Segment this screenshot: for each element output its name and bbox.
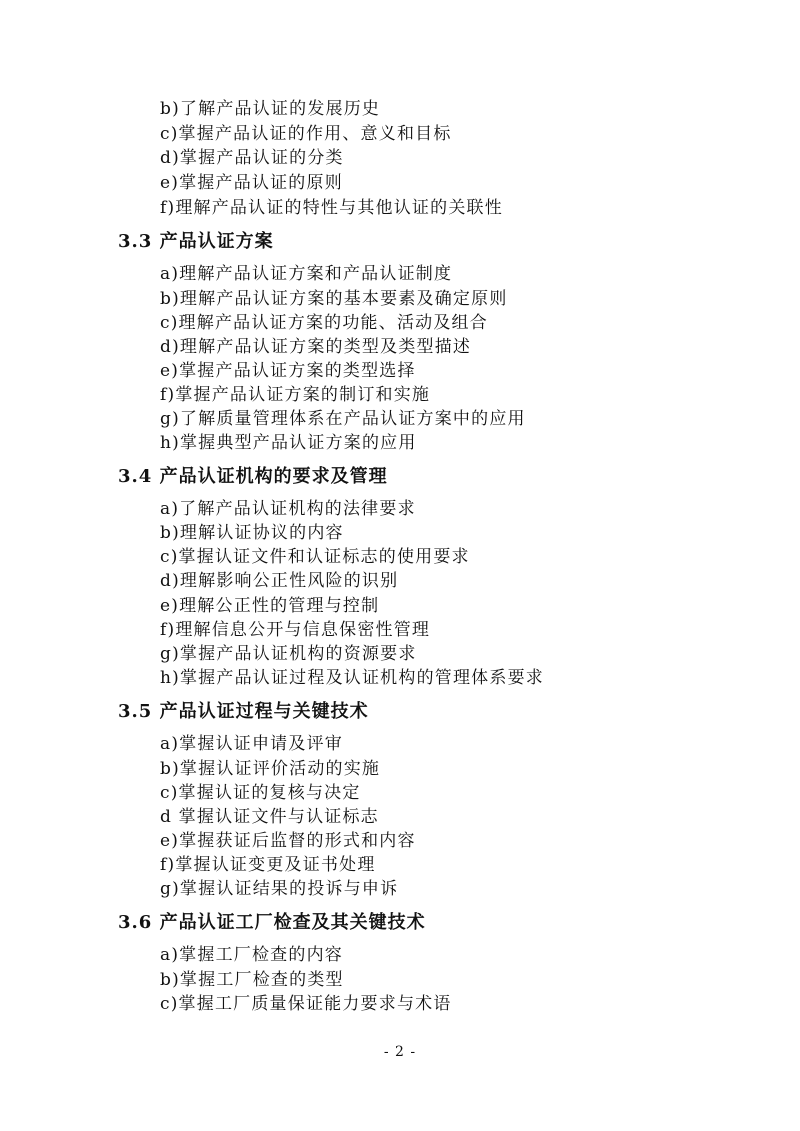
list-item: b)掌握工厂检查的类型: [160, 970, 344, 990]
list-item: e)掌握获证后监督的形式和内容: [160, 831, 416, 851]
list-item: g)了解质量管理体系在产品认证方案中的应用: [160, 409, 526, 429]
list-item: a)了解产品认证机构的法律要求: [160, 499, 416, 519]
section-heading: 3.4 产品认证机构的要求及管理: [118, 466, 388, 487]
list-item: f)理解信息公开与信息保密性管理: [160, 620, 431, 640]
list-item: d)理解产品认证方案的类型及类型描述: [160, 337, 472, 357]
list-item: f)掌握产品认证方案的制订和实施: [160, 385, 431, 405]
list-item: g)掌握认证结果的投诉与申诉: [160, 879, 399, 899]
list-item: e)掌握产品认证的原则: [160, 173, 343, 193]
list-item: e)理解公正性的管理与控制: [160, 596, 380, 616]
list-item: a)掌握工厂检查的内容: [160, 945, 343, 965]
list-item: d 掌握认证文件与认证标志: [160, 807, 379, 827]
list-item: d)掌握产品认证的分类: [160, 148, 344, 168]
section-heading: 3.3 产品认证方案: [118, 231, 274, 252]
list-item: c)掌握认证的复核与决定: [160, 783, 361, 803]
list-item: a)掌握认证申请及评审: [160, 734, 343, 754]
list-item: h)掌握产品认证过程及认证机构的管理体系要求: [160, 668, 544, 688]
list-item: a)理解产品认证方案和产品认证制度: [160, 264, 453, 284]
list-item: g)掌握产品认证机构的资源要求: [160, 644, 417, 664]
list-item: e)掌握产品认证方案的类型选择: [160, 361, 416, 381]
list-item: c)掌握产品认证的作用、意义和目标: [160, 124, 452, 144]
list-item: b)理解认证协议的内容: [160, 523, 344, 543]
list-item: d)理解影响公正性风险的识别: [160, 571, 399, 591]
list-item: h)掌握典型产品认证方案的应用: [160, 433, 417, 453]
list-item: c)掌握认证文件和认证标志的使用要求: [160, 547, 470, 567]
list-item: b)了解产品认证的发展历史: [160, 99, 381, 119]
page-number: - 2 -: [383, 1044, 417, 1060]
list-item: c)掌握工厂质量保证能力要求与术语: [160, 994, 452, 1014]
list-item: b)理解产品认证方案的基本要素及确定原则: [160, 289, 508, 309]
section-heading: 3.6 产品认证工厂检查及其关键技术: [118, 912, 426, 933]
list-item: f)理解产品认证的特性与其他认证的关联性: [160, 198, 503, 218]
list-item: c)理解产品认证方案的功能、活动及组合: [160, 313, 488, 333]
list-item: b)掌握认证评价活动的实施: [160, 759, 381, 779]
list-item: f)掌握认证变更及证书处理: [160, 855, 376, 875]
section-heading: 3.5 产品认证过程与关键技术: [118, 701, 369, 722]
